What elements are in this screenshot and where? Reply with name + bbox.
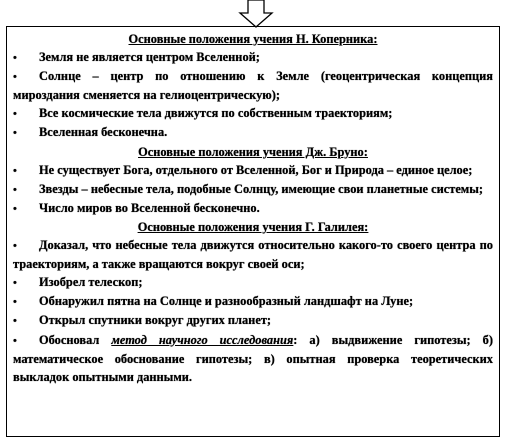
bullet-icon: • xyxy=(13,202,17,215)
method-text-before: Обосновал xyxy=(39,332,112,347)
bullet-icon: • xyxy=(13,108,17,121)
down-arrow-icon xyxy=(238,0,274,28)
section-heading-copernicus: Основные положения учения Н. Коперника: xyxy=(128,32,378,46)
list-item-method xyxy=(13,331,493,386)
bullet-icon: • xyxy=(13,296,17,309)
list-item xyxy=(13,123,493,142)
list-item xyxy=(13,67,493,104)
bullet-icon: • xyxy=(13,277,17,290)
bullet-icon: • xyxy=(13,52,17,65)
list-item xyxy=(13,180,493,199)
list-item-text: Все космические тела движутся по собственным траекториям; xyxy=(39,106,393,121)
bullet-icon: • xyxy=(13,334,17,347)
list-item-text: Изобрел телескоп; xyxy=(39,275,143,290)
method-text-after: : а) выдвижение гипотезы; б) математическое обоснование гипотезы; в) опытная проверка теоретических выкладок опытными данными. xyxy=(13,332,493,384)
list-item-text: Земля не является центром Вселенной; xyxy=(39,50,260,65)
list-item xyxy=(13,104,493,123)
list-item xyxy=(13,311,493,330)
bullet-icon: • xyxy=(13,164,17,177)
list-item-text: Не существует Бога, отдельного от Вселенной, Бог и Природа – единое целое; xyxy=(39,162,473,177)
list-item-text: Открыл спутники вокруг других планет; xyxy=(39,313,272,328)
list-item-text: Вселенная бесконечна. xyxy=(39,125,168,140)
section-heading-bruno: Основные положения учения Дж. Бруно: xyxy=(138,144,368,159)
list-item xyxy=(13,48,493,67)
list-item-text: Солнце – центр по отношению к Земле (геоцентрическая концепция мироздания сменяется на гелиоцентрическую); xyxy=(13,69,493,103)
bullet-icon: • xyxy=(13,315,17,328)
content-box xyxy=(6,26,500,437)
section-heading-galileo: Основные положения учения Г. Галилея: xyxy=(137,219,369,234)
list-item-text: Обнаружил пятна на Солнце и разнообразный ландшафт на Луне; xyxy=(39,294,414,309)
list-item xyxy=(13,161,493,180)
method-emphasis: метод научного исследования xyxy=(111,332,294,347)
bullet-icon: • xyxy=(13,183,17,196)
bullet-icon: • xyxy=(13,240,17,253)
bullet-icon: • xyxy=(13,127,17,140)
bullet-icon: • xyxy=(13,71,17,84)
list-item xyxy=(13,236,493,273)
list-item xyxy=(13,292,493,311)
list-item xyxy=(13,199,493,218)
list-item-text: Звезды – небесные тела, подобные Солнцу, имеющие свои планетные системы; xyxy=(39,181,484,196)
list-item-text: Число миров во Вселенной бесконечно. xyxy=(39,200,260,215)
list-item-text: Доказал, что небесные тела движутся относительно какого-то своего центра по траекториям, а также вращаются вокруг своей оси; xyxy=(13,238,493,272)
list-item xyxy=(13,273,493,292)
